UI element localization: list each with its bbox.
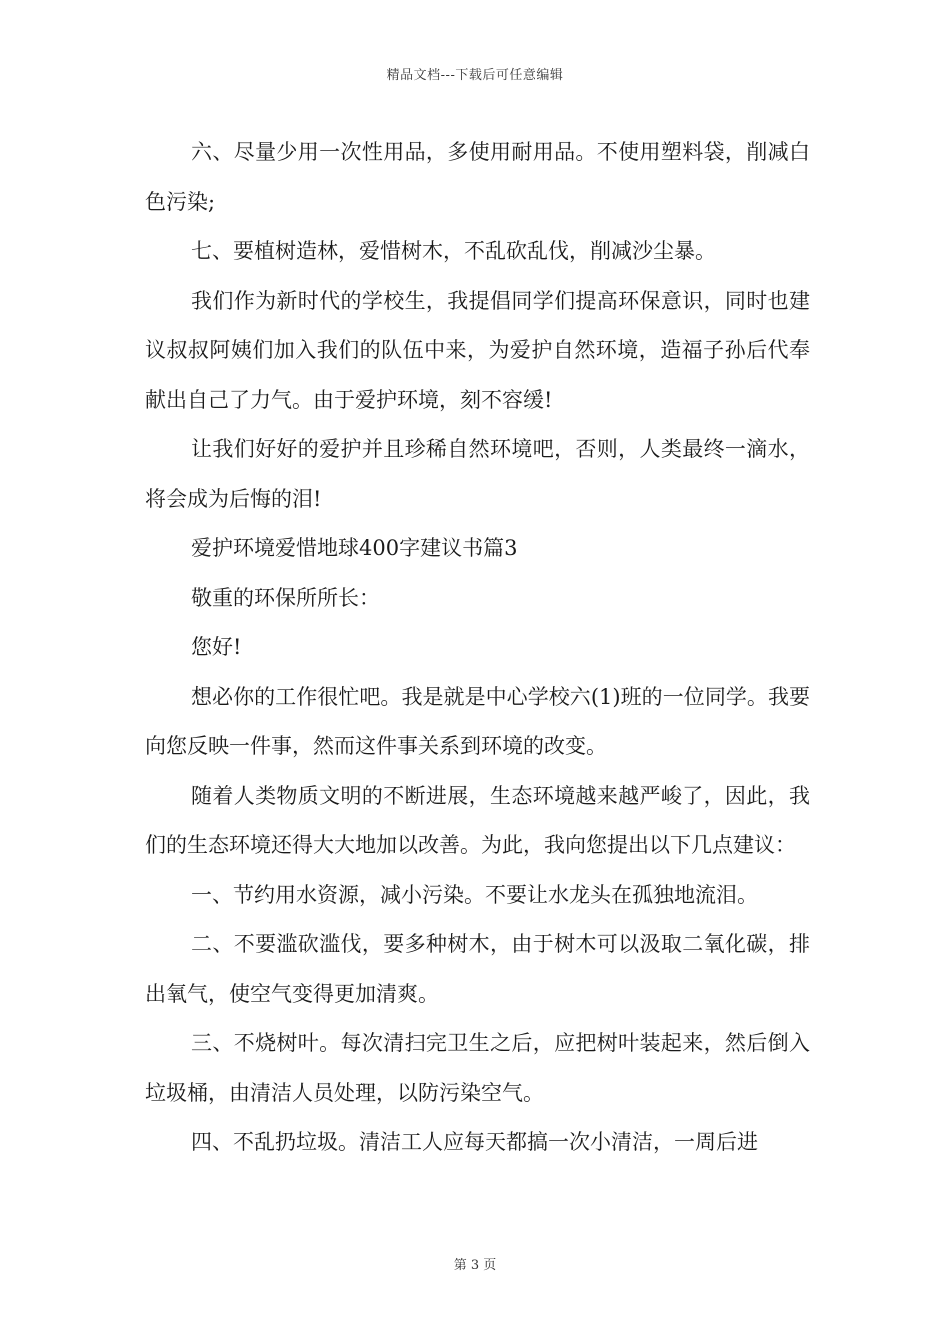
page-number: 第 3 页 [453,1258,497,1273]
section-title: 爱护环境爱惜地球400字建议书篇3 [191,536,518,560]
paragraph-appeal: 我们作为新时代的学校生，我提倡同学们提高环保意识，同时也建议叔叔阿姨们加入我们的队伍中来，为爱护自然环境，造福子孙后代奉献出自己了力气。由于爱护环境，刻不容缓! [145,288,810,412]
document-body [145,128,810,1168]
paragraph-context: 随着人类物质文明的不断进展，生态环境越来越严峻了，因此，我们的生态环境还得大大地加以改善。为此，我向您提出以下几点建议： [145,783,810,857]
suggestion-item-4: 四、不乱扔垃圾。清洁工人应每天都搞一次小清洁，一周后进 [191,1130,758,1154]
page-header: 精品文档---下载后可任意编辑 [386,68,564,83]
suggestion-item-3: 三、不烧树叶。每次清扫完卫生之后，应把树叶装起来，然后倒入垃圾桶，由清洁人员处理，以防污染空气。 [145,1031,810,1105]
paragraph-intro: 想必你的工作很忙吧。我是就是中心学校六(1)班的一位同学。我要向您反映一件事，然而这件事关系到环境的改变。 [145,684,810,758]
suggestion-item-1: 一、节约用水资源，减小污染。不要让水龙头在孤独地流泪。 [191,882,758,907]
paragraph-item-7: 七、要植树造林，爱惜树木，不乱砍乱伐，削减沙尘暴。 [191,239,716,263]
paragraph-conclusion: 让我们好好的爱护并且珍稀自然环境吧，否则，人类最终一滴水，将会成为后悔的泪! [145,437,810,511]
letter-salutation: 敬重的环保所所长： [191,585,380,610]
suggestion-item-2: 二、不要滥砍滥伐，要多种树木，由于树木可以汲取二氧化碳，排出氧气，使空气变得更加清爽。 [145,932,810,1006]
paragraph-item-6: 六、尽量少用一次性用品，多使用耐用品。不使用塑料袋，削减白色污染; [145,140,810,214]
letter-greeting: 您好! [191,635,242,659]
